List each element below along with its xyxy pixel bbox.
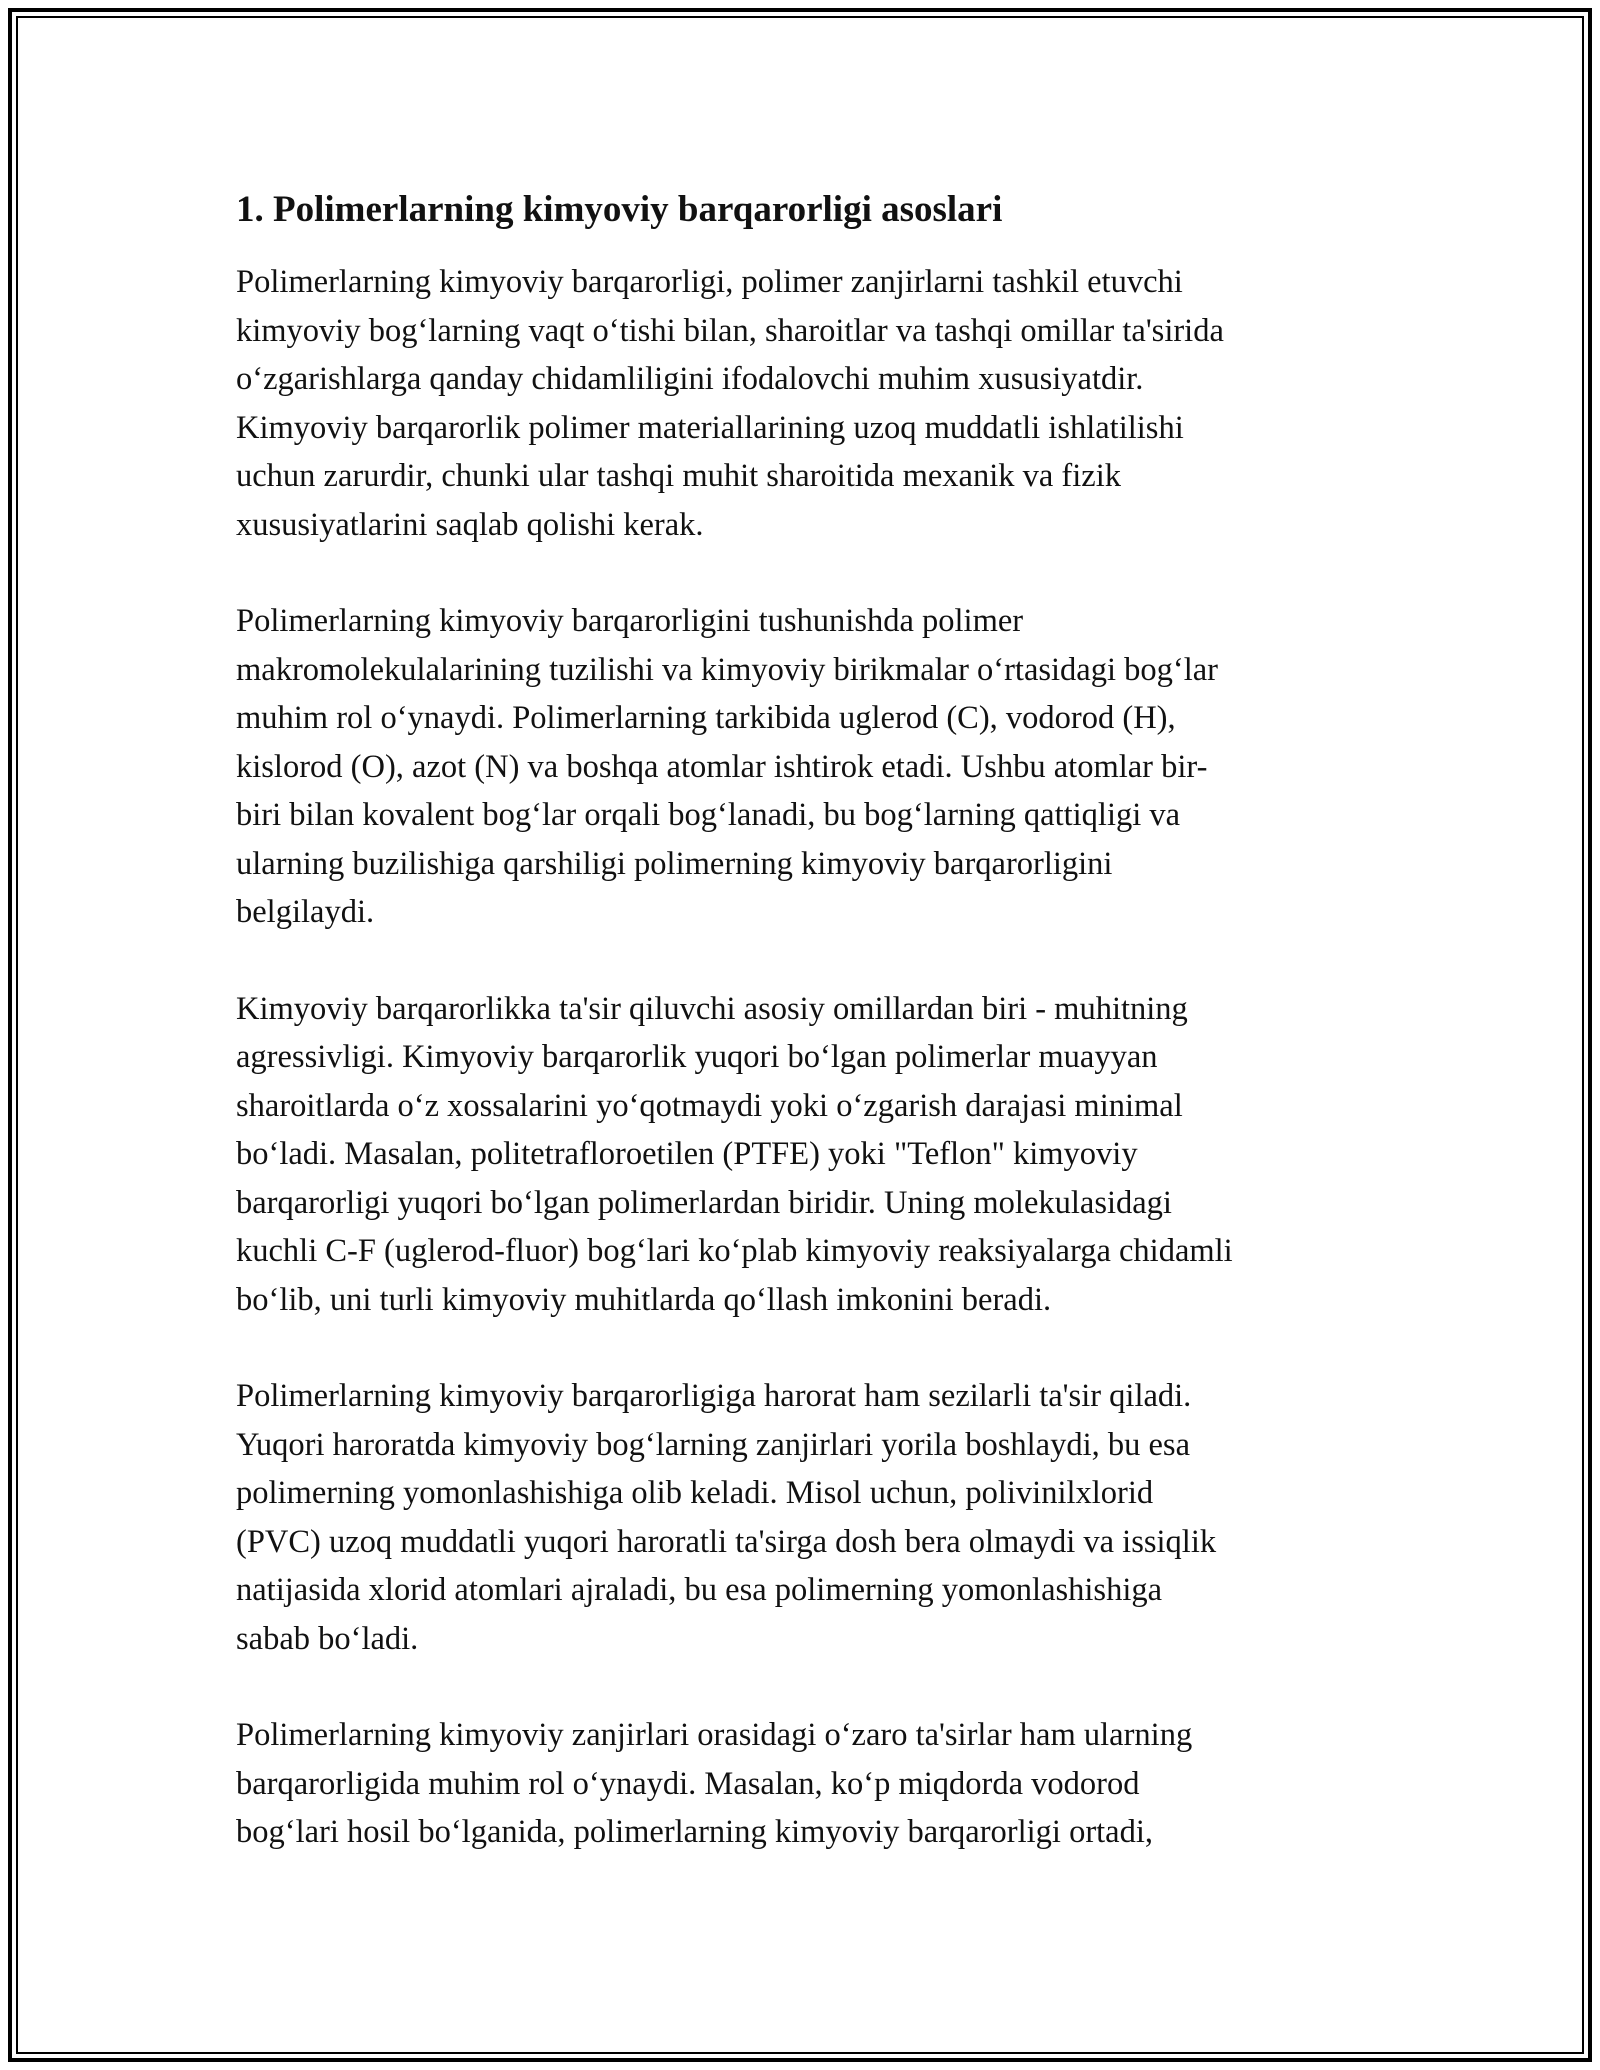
paragraph-3 [236,985,1366,1325]
paragraph-line: belgilaydi. [236,894,375,930]
paragraph-line: o‘zgarishlarga qanday chidamliligini ifodalovchi muhim xususiyatdir. [236,361,1144,397]
paragraph-2 [236,597,1366,937]
paragraph-line: kimyoviy bog‘larning vaqt o‘tishi bilan, sharoitlar va tashqi omillar ta'sirida [236,312,1224,349]
section-heading: 1. Polimerlarning kimyoviy barqarorligi asoslari [236,189,1003,230]
paragraph-line: Polimerlarning kimyoviy zanjirlari orasidagi o‘zaro ta'sirlar ham ularning [236,1717,1193,1753]
paragraph-line: natijasida xlorid atomlari ajraladi, bu esa polimerning yomonlashishiga [236,1572,1163,1608]
document-body [236,186,1366,1905]
paragraph-1 [236,258,1366,549]
paragraph-line: Polimerlarning kimyoviy barqarorligini tushunishda polimer [236,603,1024,639]
paragraph-line: polimerning yomonlashishiga olib keladi. Misol uchun, polivinilxlorid [236,1475,1154,1511]
paragraph-line: Kimyoviy barqarorlikka ta'sir qiluvchi asosiy omillardan biri - muhitning [236,990,1188,1027]
paragraph-line: agressivligi. Kimyoviy barqarorlik yuqori bo‘lgan polimerlar muayyan [236,1039,1158,1075]
paragraph-line: barqarorligida muhim rol o‘ynaydi. Masalan, ko‘p miqdorda vodorod [236,1765,1140,1802]
paragraph-line: Polimerlarning kimyoviy barqarorligiga harorat ham sezilarli ta'sir qiladi. [236,1378,1192,1414]
paragraph-line: sharoitlarda o‘z xossalarini yo‘qotmaydi yoki o‘zgarish darajasi minimal [236,1087,1183,1124]
paragraph-line: muhim rol o‘ynaydi. Polimerlarning tarkibida uglerod (C), vodorod (H), [236,700,1176,736]
paragraph-line: sabab bo‘ladi. [236,1620,419,1657]
paragraph-line: xususiyatlarini saqlab qolishi kerak. [236,506,704,543]
paragraph-line: kislorod (O), azot (N) va boshqa atomlar ishtirok etadi. Ushbu atomlar bir- [236,748,1208,785]
paragraph-line: uchun zarurdir, chunki ular tashqi muhit sharoitida mexanik va fizik [236,458,1121,494]
paragraph-line: makromolekulalarining tuzilishi va kimyoviy birikmalar o‘rtasidagi bog‘lar [236,651,1218,688]
paragraph-line: Kimyoviy barqarorlik polimer materiallarining uzoq muddatli ishlatilishi [236,409,1184,446]
paragraph-line: barqarorligi yuqori bo‘lgan polimerlardan biridir. Uning molekulasidagi [236,1184,1172,1221]
paragraph-line: (PVC) uzoq muddatli yuqori haroratli ta'sirga dosh bera olmaydi va issiqlik [236,1523,1217,1560]
paragraph-line: Yuqori haroratda kimyoviy bog‘larning zanjirlari yorila boshlaydi, bu esa [236,1426,1190,1463]
paragraph-4 [236,1372,1366,1663]
paragraph-line: biri bilan kovalent bog‘lar orqali bog‘lanadi, bu bog‘larning qattiqligi va [236,797,1181,833]
paragraph-line: kuchli C-F (uglerod-fluor) bog‘lari ko‘plab kimyoviy reaksiyalarga chidamli [236,1233,1233,1269]
paragraph-line: bo‘ladi. Masalan, politetrafloroetilen (PTFE) yoki "Teflon" kimyoviy [236,1136,1138,1172]
paragraph-line: bo‘lib, uni turli kimyoviy muhitlarda qo‘llash imkonini beradi. [236,1281,1052,1318]
paragraph-line: ularning buzilishiga qarshiligi polimerning kimyoviy barqarorligini [236,845,1113,882]
paragraph-line: bog‘lari hosil bo‘lganida, polimerlarning kimyoviy barqarorligi ortadi, [236,1814,1154,1850]
paragraph-5 [236,1711,1366,1857]
paragraph-line: Polimerlarning kimyoviy barqarorligi, polimer zanjirlarni tashkil etuvchi [236,264,1183,300]
